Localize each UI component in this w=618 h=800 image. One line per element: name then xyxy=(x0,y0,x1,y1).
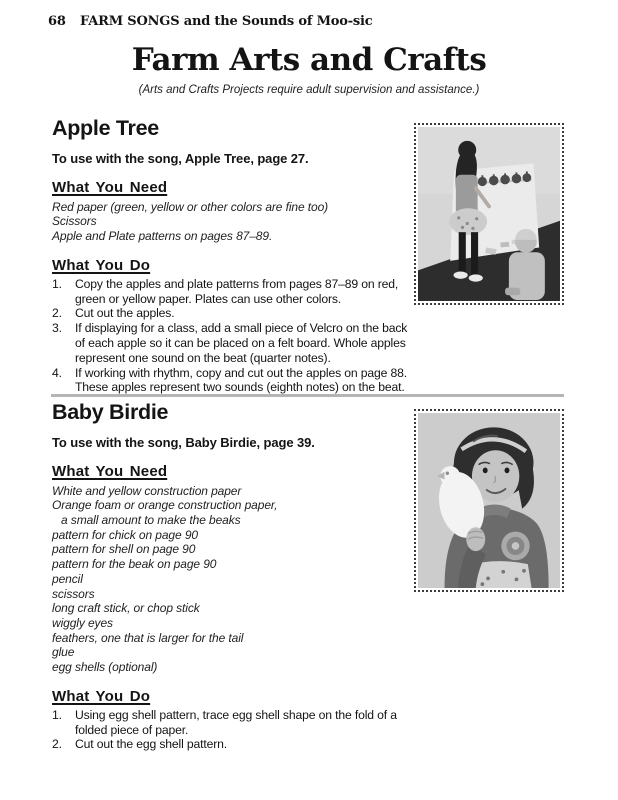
step-number: 1. xyxy=(52,276,62,291)
need-list xyxy=(52,200,418,244)
section-apple-tree xyxy=(52,117,418,395)
need-item-continuation: a small amount to make the beaks xyxy=(61,513,241,528)
need-item: Apple and Plate patterns on pages 87–89. xyxy=(52,229,273,244)
song-reference: To use with the song, Baby Birdie, page 39. xyxy=(52,434,315,450)
need-item: Orange foam or orange construction paper, xyxy=(52,498,278,513)
need-item: pattern for the beak on page 90 xyxy=(52,557,217,572)
step-number: 3. xyxy=(52,321,62,336)
need-item: glue xyxy=(52,645,75,660)
step-text: Copy the apples and plate patterns from pages 87–89 on red, green or yellow paper. Plates can use other colors. xyxy=(75,276,399,306)
do-list xyxy=(52,277,418,395)
step-number: 2. xyxy=(52,306,62,321)
step-text: Cut out the apples. xyxy=(75,306,175,321)
what-you-do-label: What You Do xyxy=(52,687,151,705)
step-number: 2. xyxy=(52,737,62,752)
need-item: White and yellow construction paper xyxy=(52,483,242,498)
do-list xyxy=(52,708,430,752)
do-item xyxy=(52,277,418,307)
need-item: long craft stick, or chop stick xyxy=(52,601,200,616)
need-item: pattern for shell on page 90 xyxy=(52,542,196,557)
page-subtitle: (Arts and Crafts Projects require adult supervision and assistance.) xyxy=(138,84,480,96)
need-item: feathers, one that is larger for the tail xyxy=(52,630,244,645)
need-item: scissors xyxy=(52,586,95,601)
what-you-need-label: What You Need xyxy=(52,462,168,480)
step-text: If working with rhythm, copy and cut out the apples on page 88. These apples represent two sounds (eighth notes) on the beat. xyxy=(75,365,408,395)
step-text: Using egg shell pattern, trace egg shell shape on the fold of a folded piece of paper. xyxy=(75,707,397,737)
section-divider xyxy=(51,394,564,397)
baby-birdie-photo xyxy=(414,409,564,592)
book-title: FARM SONGS xyxy=(80,14,180,29)
what-you-need-label: What You Need xyxy=(52,178,168,196)
apple-tree-photo xyxy=(414,123,564,305)
book-title-rest: and the Sounds of Moo-sic xyxy=(183,14,373,29)
page-number: 68 xyxy=(48,14,66,29)
do-item xyxy=(52,366,418,396)
need-item: pattern for chick on page 90 xyxy=(52,527,198,542)
need-list xyxy=(52,484,430,675)
do-item xyxy=(52,321,418,365)
do-item xyxy=(52,737,430,752)
what-you-do-label: What You Do xyxy=(52,256,151,274)
section-heading: Baby Birdie xyxy=(52,400,169,424)
step-number: 1. xyxy=(52,707,62,722)
section-heading: Apple Tree xyxy=(52,116,159,140)
apple-tree-photo-image xyxy=(418,127,560,301)
do-item xyxy=(52,306,418,321)
step-text: Cut out the egg shell pattern. xyxy=(75,737,228,752)
step-number: 4. xyxy=(52,365,62,380)
need-item: pencil xyxy=(52,571,83,586)
need-item: egg shells (optional) xyxy=(52,660,158,675)
need-item: Scissors xyxy=(52,214,97,229)
need-item: wiggly eyes xyxy=(52,615,113,630)
need-item: Red paper (green, yellow or other colors are fine too) xyxy=(52,199,329,214)
baby-birdie-photo-image xyxy=(418,413,560,588)
running-head xyxy=(48,14,372,29)
step-text: If displaying for a class, add a small piece of Velcro on the back of each apple so it can be placed on a felt board. Whole apples represent one sound on the beat (quarter notes). xyxy=(75,321,408,365)
section-baby-birdie xyxy=(52,401,430,752)
do-item xyxy=(52,708,430,738)
song-reference: To use with the song, Apple Tree, page 27. xyxy=(52,150,309,166)
page-title: Farm Arts and Crafts xyxy=(131,42,487,78)
